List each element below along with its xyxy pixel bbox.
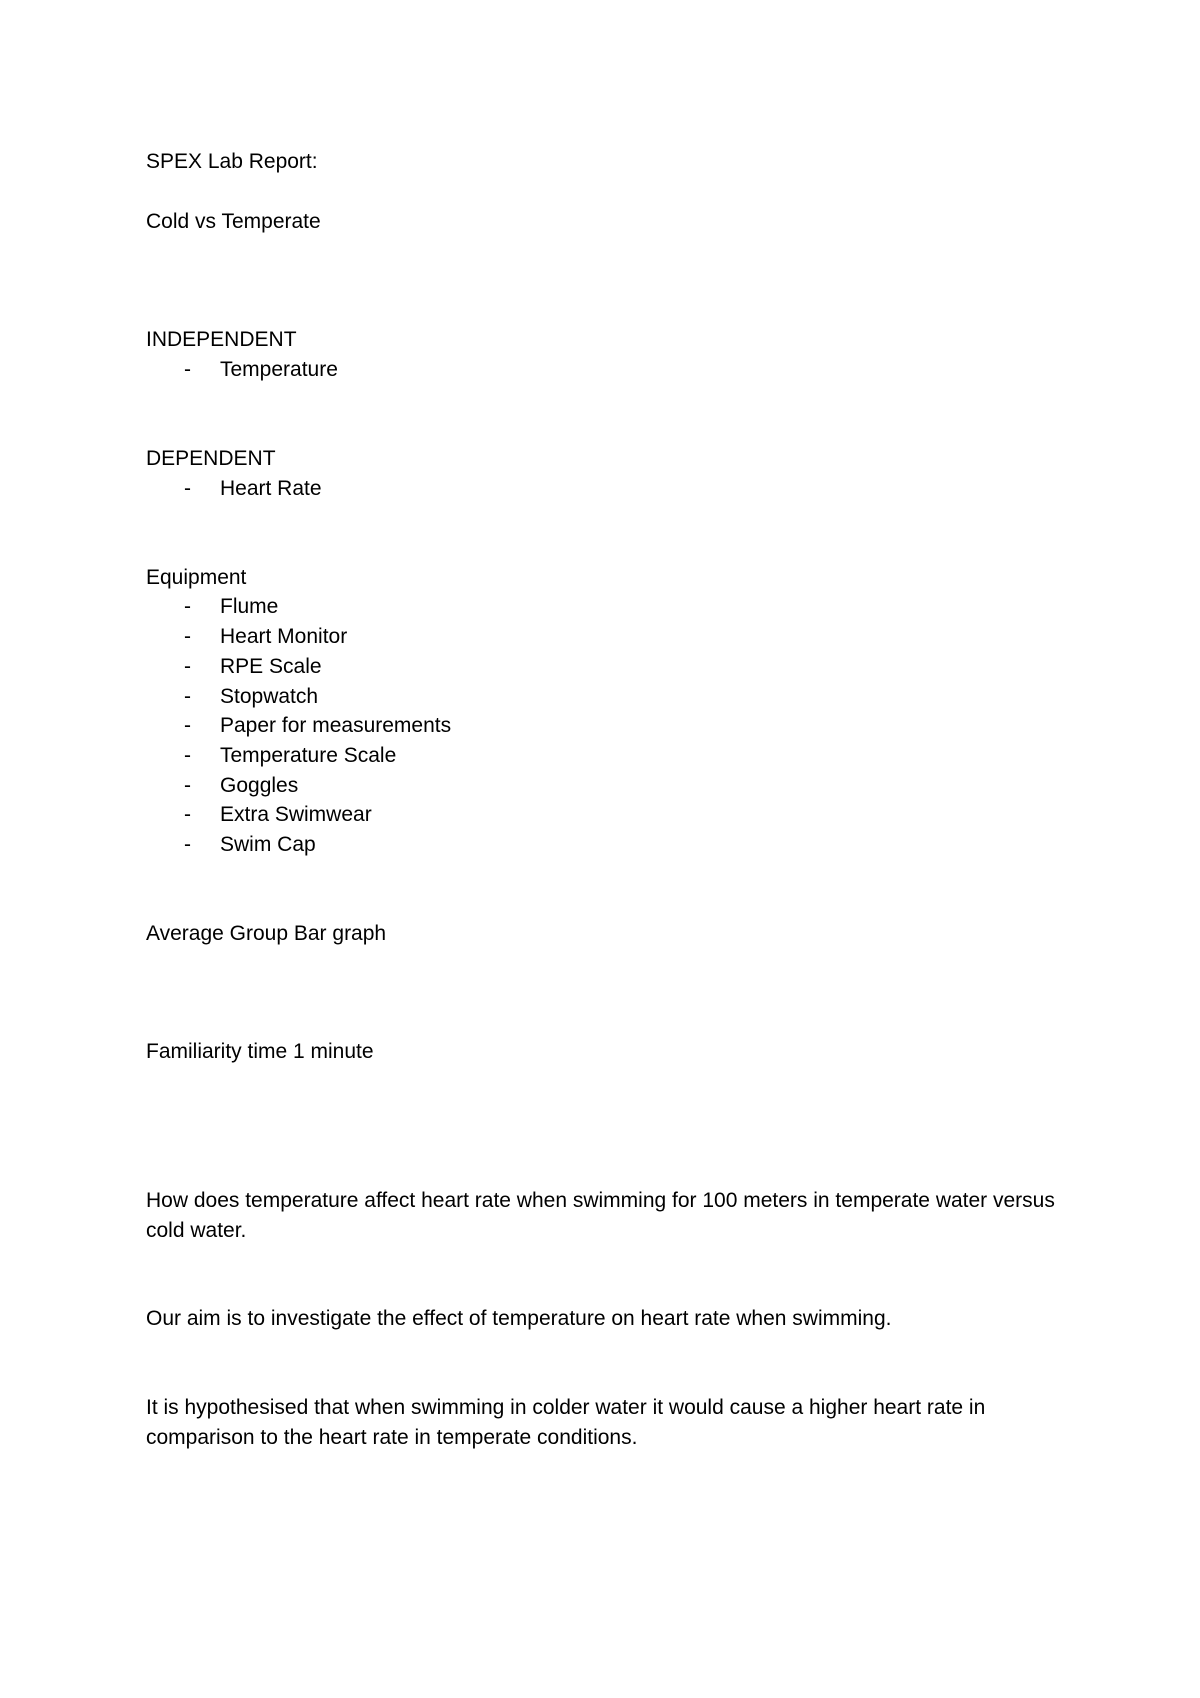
independent-heading: INDEPENDENT [146, 328, 297, 351]
familiarity-note: Familiarity time 1 minute [146, 1040, 374, 1063]
dependent-heading: DEPENDENT [146, 447, 276, 470]
list-bullet: - [184, 685, 191, 708]
aim-statement: Our aim is to investigate the effect of temperature on heart rate when swimming. [146, 1307, 892, 1330]
dependent-item: Heart Rate [220, 477, 322, 500]
equipment-item: Extra Swimwear [220, 803, 372, 826]
list-bullet: - [184, 358, 191, 381]
equipment-item: Goggles [220, 774, 299, 797]
equipment-item: Flume [220, 595, 279, 618]
equipment-item: Stopwatch [220, 685, 319, 708]
equipment-item: Temperature Scale [220, 744, 397, 767]
hypothesis-statement: It is hypothesised that when swimming in colder water it would cause a higher heart rate in comparison to the heart rate in temperate conditions. [146, 1396, 986, 1449]
equipment-item: Paper for measurements [220, 714, 452, 737]
equipment-item: Swim Cap [220, 833, 316, 856]
equipment-item: RPE Scale [220, 655, 322, 678]
list-bullet: - [184, 655, 191, 678]
report-subtitle: Cold vs Temperate [146, 210, 321, 233]
research-question: How does temperature affect heart rate when swimming for 100 meters in temperate water versus cold water. [146, 1189, 1055, 1242]
list-bullet: - [184, 833, 191, 856]
graph-note: Average Group Bar graph [146, 922, 387, 945]
list-bullet: - [184, 714, 191, 737]
equipment-item: Heart Monitor [220, 625, 348, 648]
report-title: SPEX Lab Report: [146, 150, 318, 173]
list-bullet: - [184, 774, 191, 797]
list-bullet: - [184, 477, 191, 500]
list-bullet: - [184, 803, 191, 826]
list-bullet: - [184, 744, 191, 767]
list-bullet: - [184, 595, 191, 618]
equipment-heading: Equipment [146, 566, 247, 589]
list-bullet: - [184, 625, 191, 648]
independent-item: Temperature [220, 358, 338, 381]
